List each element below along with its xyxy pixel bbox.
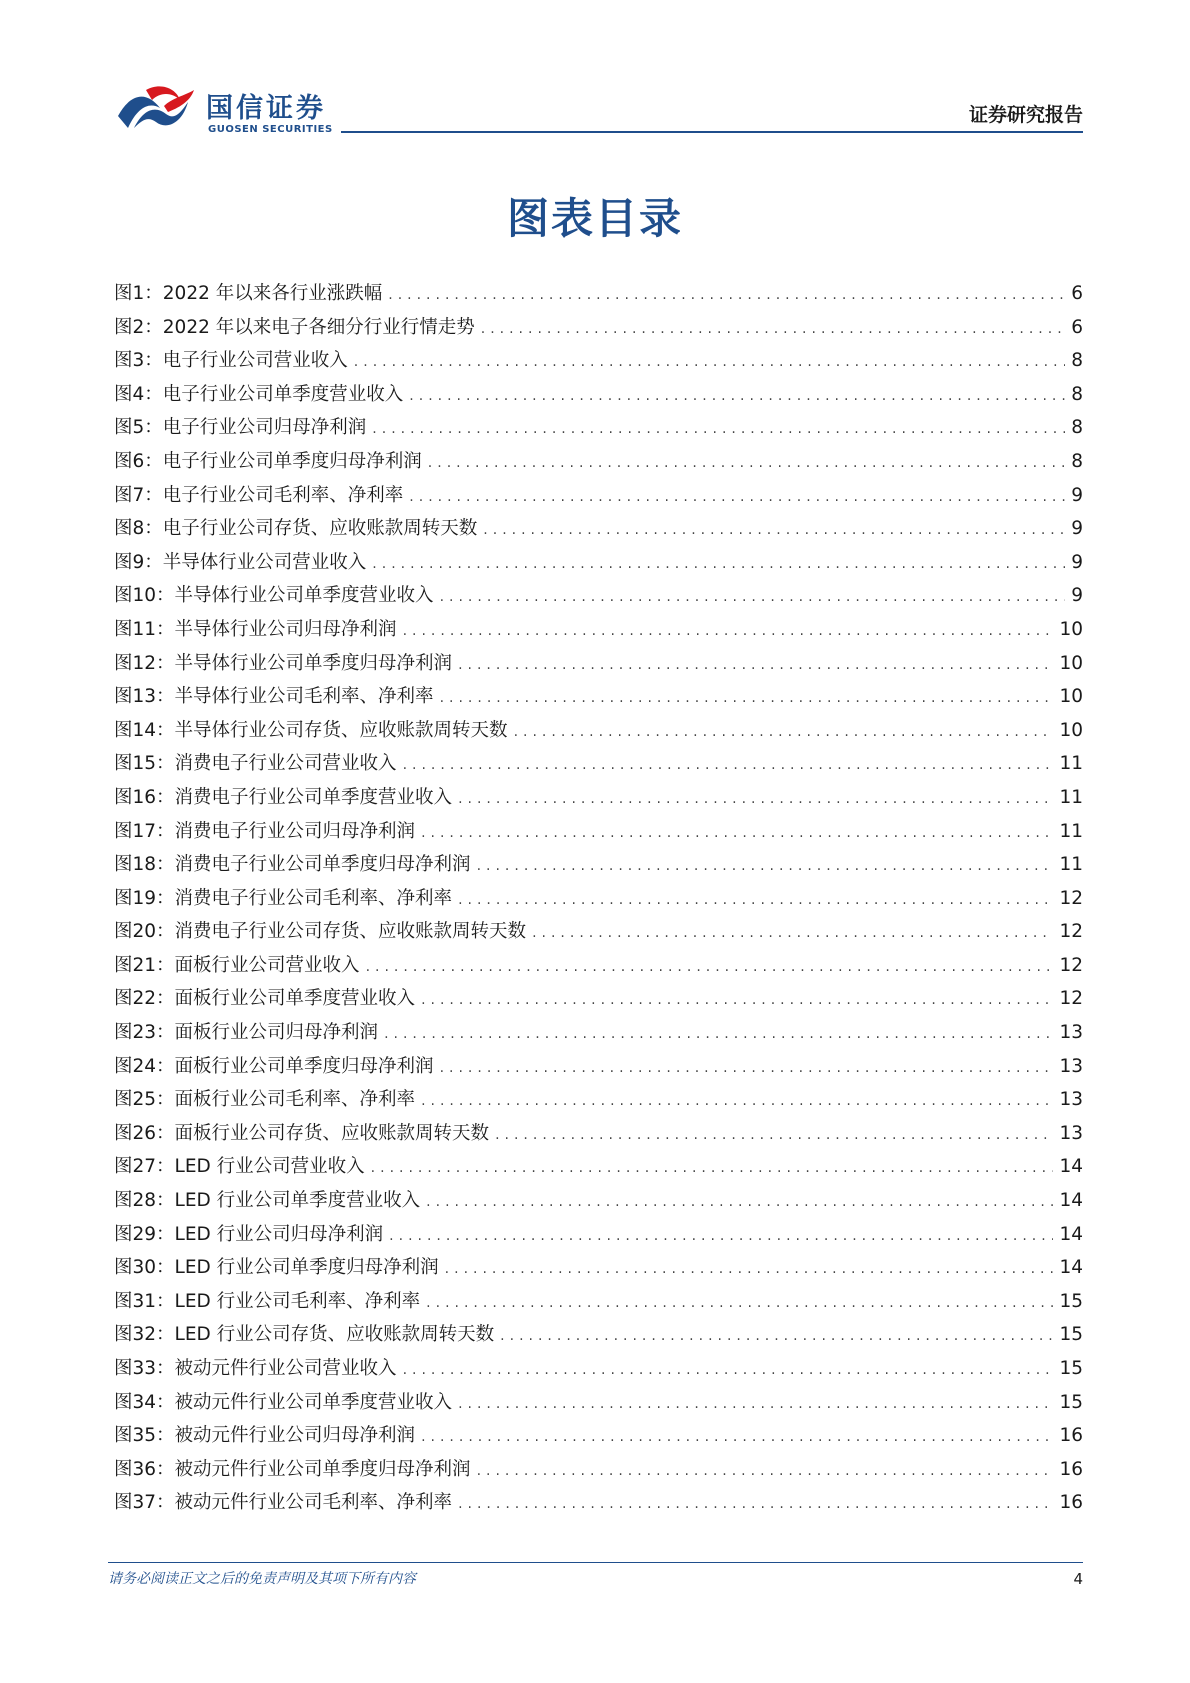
toc-entry-title: LED 行业公司归母净利润 — [174, 1223, 384, 1245]
toc-entry-label: 图13： — [114, 686, 175, 708]
toc-entry[interactable] — [114, 1455, 1083, 1489]
toc-entry[interactable] — [114, 749, 1083, 783]
toc-leader-dots — [477, 858, 1054, 874]
toc-entry-title: 面板行业公司毛利率、净利率 — [174, 1089, 416, 1111]
toc-entry[interactable] — [114, 716, 1083, 750]
toc-entry-label: 图16： — [114, 786, 175, 808]
toc-entry-label: 图3： — [114, 350, 163, 372]
toc-leader-dots — [389, 1228, 1053, 1244]
toc-entry-title: 半导体行业公司存货、应收账款周转天数 — [174, 719, 508, 741]
toc-entry-page: 13 — [1059, 1122, 1083, 1144]
toc-entry[interactable] — [114, 313, 1083, 347]
toc-entry-page: 9 — [1071, 585, 1083, 607]
toc-entry-page: 16 — [1059, 1425, 1083, 1447]
toc-entry-page: 12 — [1059, 954, 1083, 976]
toc-entry-label: 图6： — [114, 450, 163, 472]
toc-entry-page: 16 — [1059, 1492, 1083, 1514]
toc-leader-dots — [426, 1295, 1053, 1311]
toc-entry-label: 图28： — [114, 1190, 175, 1212]
toc-entry-title: 2022 年以来各行业涨跌幅 — [162, 283, 383, 304]
header-divider — [341, 131, 1083, 133]
toc-entry-title: 消费电子行业公司存货、应收账款周转天数 — [174, 921, 527, 943]
toc-entry-label: 图12： — [114, 652, 175, 674]
toc-entry-label: 图15： — [114, 753, 175, 775]
toc-leader-dots — [421, 825, 1053, 841]
toc-entry[interactable] — [114, 1152, 1083, 1186]
logo-text-en: GUOSEN SECURITIES — [208, 124, 333, 135]
toc-entry[interactable] — [114, 1354, 1083, 1388]
toc-entry[interactable] — [114, 649, 1083, 683]
toc-entry-label: 图27： — [114, 1156, 175, 1178]
toc-entry-title: 消费电子行业公司营业收入 — [174, 753, 397, 775]
toc-entry-label: 图5： — [114, 417, 163, 439]
toc-leader-dots — [403, 623, 1054, 639]
toc-entry-page: 10 — [1059, 686, 1083, 708]
toc-entry-title: 电子行业公司单季度营业收入 — [162, 383, 404, 405]
toc-entry-page: 13 — [1059, 1055, 1083, 1077]
toc-entry-title: 2022 年以来电子各细分行业行情走势 — [162, 316, 475, 338]
toc-leader-dots — [481, 321, 1065, 337]
toc-entry-label: 图2： — [114, 316, 163, 338]
toc-entry-title: 电子行业公司毛利率、净利率 — [162, 484, 404, 506]
toc-entry-title: LED 行业公司单季度营业收入 — [174, 1190, 421, 1212]
toc-entry-label: 图21： — [114, 954, 175, 976]
page-title: 图表目录 — [506, 194, 683, 243]
toc-entry-page: 8 — [1071, 450, 1083, 472]
toc-leader-dots — [477, 1463, 1054, 1479]
toc-leader-dots — [409, 388, 1065, 404]
toc-entry[interactable] — [114, 1186, 1083, 1220]
toc-leader-dots — [495, 1127, 1053, 1143]
toc-entry[interactable] — [114, 1052, 1083, 1086]
toc-leader-dots — [421, 992, 1053, 1008]
footer-disclaimer: 请务必阅读正文之后的免责声明及其项下所有内容 — [108, 1571, 416, 1587]
toc-entry-title: 半导体行业公司归母净利润 — [174, 618, 397, 640]
toc-entry[interactable] — [114, 884, 1083, 918]
toc-leader-dots — [354, 354, 1065, 370]
page-header — [0, 0, 1190, 140]
toc-entry-page: 10 — [1059, 652, 1083, 674]
toc-entry-page: 9 — [1071, 551, 1083, 573]
toc-entry-label: 图24： — [114, 1055, 175, 1077]
toc-entry-label: 图19： — [114, 887, 175, 909]
toc-entry-title: 被动元件行业公司归母净利润 — [174, 1425, 416, 1447]
toc-entry[interactable] — [114, 984, 1083, 1018]
toc-entry-page: 12 — [1059, 988, 1083, 1010]
toc-entry-page: 14 — [1059, 1257, 1083, 1279]
toc-entry-label: 图36： — [114, 1458, 175, 1480]
toc-leader-dots — [440, 1060, 1054, 1076]
toc-entry[interactable] — [114, 917, 1083, 951]
toc-entry-title: 消费电子行业公司归母净利润 — [174, 820, 416, 842]
figure-table-of-contents — [114, 279, 1083, 1522]
toc-leader-dots — [532, 925, 1053, 941]
toc-entry-label: 图9： — [114, 551, 163, 573]
footer-divider — [108, 1562, 1083, 1563]
toc-entry-page: 15 — [1059, 1358, 1083, 1379]
toc-entry-page: 15 — [1059, 1290, 1083, 1312]
toc-entry-page: 14 — [1059, 1156, 1083, 1178]
toc-entry[interactable] — [114, 548, 1083, 582]
toc-entry[interactable] — [114, 279, 1083, 313]
toc-entry-page: 12 — [1059, 887, 1083, 909]
toc-leader-dots — [421, 1093, 1053, 1109]
toc-entry-page: 13 — [1059, 1022, 1083, 1044]
toc-entry-label: 图8： — [114, 518, 163, 540]
toc-leader-dots — [458, 791, 1053, 807]
toc-entry-title: 面板行业公司存货、应收账款周转天数 — [174, 1122, 490, 1144]
toc-entry-title: 半导体行业公司单季度营业收入 — [174, 585, 434, 607]
toc-entry-title: 消费电子行业公司毛利率、净利率 — [174, 887, 453, 909]
toc-entry-title: LED 行业公司毛利率、净利率 — [174, 1290, 421, 1312]
toc-entry-label: 图33： — [114, 1358, 175, 1379]
toc-entry-label: 图23： — [114, 1022, 175, 1044]
toc-entry[interactable] — [114, 951, 1083, 985]
toc-entry-title: 面板行业公司单季度营业收入 — [174, 988, 416, 1010]
toc-entry-title: 电子行业公司归母净利润 — [162, 417, 367, 439]
toc-entry[interactable] — [114, 514, 1083, 548]
toc-entry[interactable] — [114, 783, 1083, 817]
toc-leader-dots — [409, 489, 1065, 505]
toc-entry-page: 6 — [1071, 283, 1083, 304]
toc-entry-label: 图4： — [114, 383, 163, 405]
toc-entry[interactable] — [114, 346, 1083, 380]
toc-entry[interactable] — [114, 413, 1083, 447]
toc-leader-dots — [458, 1496, 1053, 1512]
toc-entry-page: 11 — [1059, 854, 1083, 876]
report-type-label: 证券研究报告 — [968, 104, 1083, 126]
toc-entry[interactable] — [114, 817, 1083, 851]
toc-leader-dots — [514, 724, 1054, 740]
toc-entry[interactable] — [114, 1085, 1083, 1119]
page-number: 4 — [1073, 1570, 1083, 1588]
toc-entry[interactable] — [114, 1488, 1083, 1522]
toc-entry-label: 图20： — [114, 921, 175, 943]
toc-entry-page: 8 — [1071, 417, 1083, 439]
toc-entry-page: 15 — [1059, 1324, 1083, 1346]
toc-leader-dots — [403, 757, 1054, 773]
toc-entry[interactable] — [114, 1287, 1083, 1321]
toc-leader-dots — [500, 1328, 1053, 1344]
toc-leader-dots — [458, 1396, 1053, 1412]
toc-entry-label: 图32： — [114, 1324, 175, 1346]
toc-entry-label: 图25： — [114, 1089, 175, 1111]
toc-entry[interactable] — [114, 1119, 1083, 1153]
toc-entry-label: 图10： — [114, 585, 175, 607]
toc-entry-page: 9 — [1071, 484, 1083, 506]
guosen-logo-mark-icon — [116, 84, 200, 134]
toc-entry-title: 消费电子行业公司单季度归母净利润 — [174, 854, 471, 876]
toc-entry-label: 图31： — [114, 1290, 175, 1312]
toc-entry[interactable] — [114, 481, 1083, 515]
toc-leader-dots — [372, 556, 1065, 572]
toc-entry-title: 电子行业公司营业收入 — [162, 350, 348, 372]
toc-entry[interactable] — [114, 615, 1083, 649]
toc-entry-title: 被动元件行业公司毛利率、净利率 — [174, 1492, 453, 1514]
toc-entry-label: 图1： — [114, 283, 163, 304]
toc-entry-page: 8 — [1071, 350, 1083, 372]
toc-entry-title: 面板行业公司营业收入 — [174, 954, 360, 976]
toc-entry-label: 图30： — [114, 1257, 175, 1279]
toc-entry-page: 11 — [1059, 753, 1083, 775]
toc-entry-label: 图11： — [114, 618, 175, 640]
toc-entry-title: 面板行业公司归母净利润 — [174, 1022, 379, 1044]
toc-entry-label: 图35： — [114, 1425, 175, 1447]
toc-entry[interactable] — [114, 1421, 1083, 1455]
toc-entry-title: 电子行业公司单季度归母净利润 — [162, 450, 422, 472]
toc-leader-dots — [372, 421, 1065, 437]
toc-leader-dots — [366, 959, 1054, 975]
toc-entry-label: 图34： — [114, 1391, 175, 1413]
toc-leader-dots — [483, 522, 1065, 538]
toc-entry-title: 被动元件行业公司营业收入 — [174, 1358, 397, 1379]
toc-entry-label: 图37： — [114, 1492, 175, 1514]
toc-leader-dots — [458, 892, 1053, 908]
toc-entry-title: LED 行业公司单季度归母净利润 — [174, 1257, 439, 1279]
toc-entry-page: 9 — [1071, 518, 1083, 540]
toc-entry-label: 图7： — [114, 484, 163, 506]
toc-leader-dots — [428, 455, 1065, 471]
toc-entry-page: 11 — [1059, 786, 1083, 808]
toc-entry[interactable] — [114, 1018, 1083, 1052]
toc-entry-title: 消费电子行业公司单季度营业收入 — [174, 786, 453, 808]
toc-leader-dots — [426, 1194, 1053, 1210]
toc-leader-dots — [440, 690, 1054, 706]
toc-entry-title: LED 行业公司存货、应收账款周转天数 — [174, 1324, 495, 1346]
toc-leader-dots — [403, 1362, 1054, 1378]
toc-leader-dots — [421, 1429, 1053, 1445]
logo-text-cn: 国信证券 — [206, 93, 326, 124]
toc-entry-label: 图29： — [114, 1223, 175, 1245]
toc-entry[interactable] — [114, 581, 1083, 615]
toc-entry-title: 面板行业公司单季度归母净利润 — [174, 1055, 434, 1077]
toc-entry[interactable] — [114, 1388, 1083, 1422]
toc-entry-page: 6 — [1071, 316, 1083, 338]
toc-leader-dots — [445, 1261, 1054, 1277]
toc-entry[interactable] — [114, 1320, 1083, 1354]
toc-entry-page: 11 — [1059, 820, 1083, 842]
toc-entry-page: 13 — [1059, 1089, 1083, 1111]
toc-entry-page: 10 — [1059, 618, 1083, 640]
toc-leader-dots — [388, 287, 1065, 303]
toc-entry-label: 图26： — [114, 1122, 175, 1144]
toc-entry-title: 半导体行业公司营业收入 — [162, 551, 367, 573]
toc-leader-dots — [458, 657, 1053, 673]
toc-entry-label: 图14： — [114, 719, 175, 741]
toc-leader-dots — [384, 1026, 1053, 1042]
toc-entry-page: 10 — [1059, 719, 1083, 741]
toc-entry[interactable] — [114, 447, 1083, 481]
toc-entry-label: 图18： — [114, 854, 175, 876]
toc-entry-title: 电子行业公司存货、应收账款周转天数 — [162, 518, 478, 540]
toc-entry[interactable] — [114, 682, 1083, 716]
toc-entry[interactable] — [114, 380, 1083, 414]
toc-entry[interactable] — [114, 1220, 1083, 1254]
toc-entry-label: 图17： — [114, 820, 175, 842]
toc-entry-title: 被动元件行业公司单季度营业收入 — [174, 1391, 453, 1413]
toc-leader-dots — [371, 1160, 1054, 1176]
toc-entry[interactable] — [114, 850, 1083, 884]
toc-entry-page: 16 — [1059, 1458, 1083, 1480]
toc-entry-title: LED 行业公司营业收入 — [174, 1156, 365, 1178]
toc-entry-title: 半导体行业公司毛利率、净利率 — [174, 686, 434, 708]
toc-entry-title: 半导体行业公司单季度归母净利润 — [174, 652, 453, 674]
toc-entry-label: 图22： — [114, 988, 175, 1010]
toc-entry-page: 12 — [1059, 921, 1083, 943]
toc-entry[interactable] — [114, 1253, 1083, 1287]
toc-entry-page: 14 — [1059, 1190, 1083, 1212]
toc-entry-title: 被动元件行业公司单季度归母净利润 — [174, 1458, 471, 1480]
toc-entry-page: 8 — [1071, 383, 1083, 405]
toc-entry-page: 15 — [1059, 1391, 1083, 1413]
toc-leader-dots — [440, 589, 1066, 605]
toc-entry-page: 14 — [1059, 1223, 1083, 1245]
